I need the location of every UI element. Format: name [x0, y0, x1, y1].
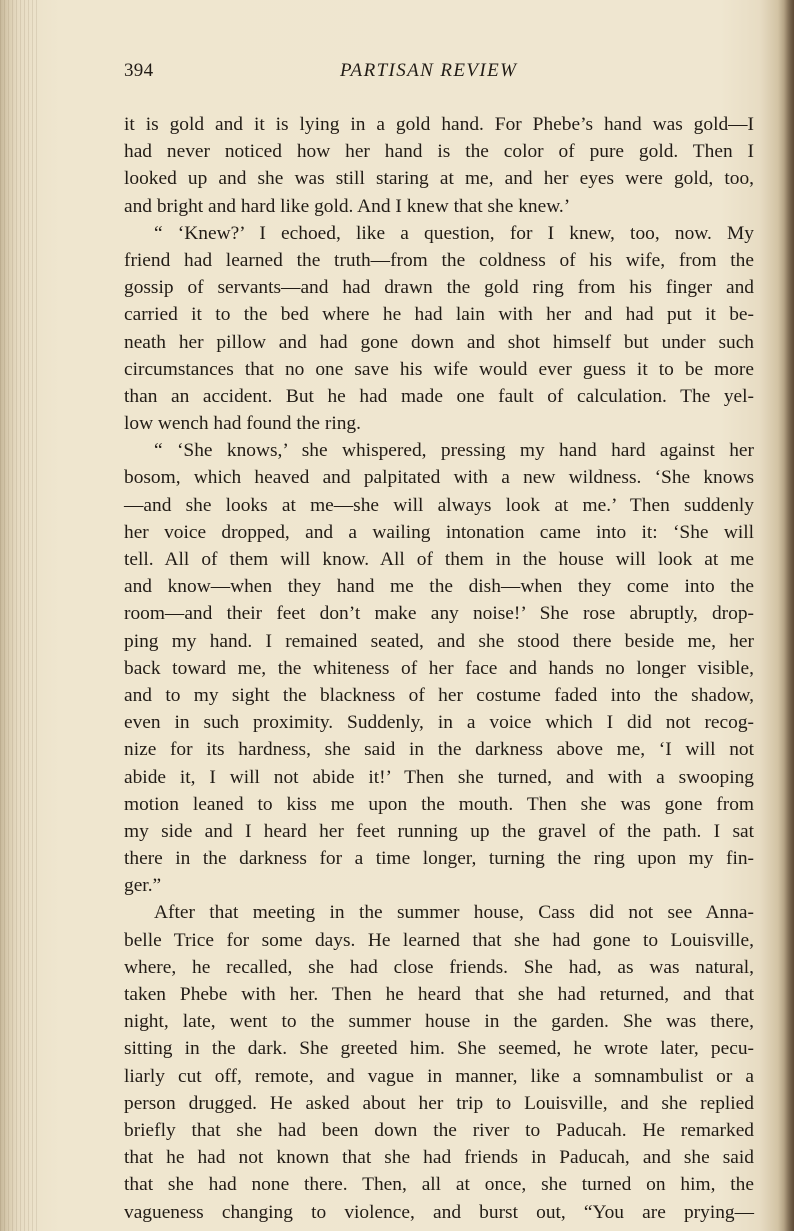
text-line: even in such proximity. Suddenly, in a voice which I did not recog-: [124, 712, 754, 734]
text-line: than an accident. But he had made one fault of calculation. The yel-: [124, 385, 754, 407]
text-line: her voice dropped, and a wailing intonation came into it: ‘She will: [124, 521, 754, 543]
text-line: it is gold and it is lying in a gold hand. For Phebe’s hand was gold—I: [124, 114, 754, 135]
text-line: there in the darkness for a time longer, turning the ring upon my fin-: [124, 848, 754, 870]
text-line: ping my hand. I remained seated, and she stood there beside me, her: [124, 630, 754, 652]
text-line: briefly that she had been down the river to Paducah. He remarked: [124, 1119, 754, 1141]
page-edge-shadow: [784, 0, 794, 1231]
text-line: tell. All of them will know. All of them in the house will look at me: [124, 549, 754, 570]
body-text: [124, 111, 754, 1226]
page-header: [124, 60, 754, 90]
text-line: where, he recalled, she had close friends. She had, as was natural,: [124, 956, 754, 978]
text-line: nize for its hardness, she said in the darkness above me, ‘I will not: [124, 739, 754, 761]
text-line: circumstances that no one save his wife would ever guess it to be more: [124, 358, 754, 380]
text-line: and to my sight the blackness of her costume faded into the shadow,: [124, 684, 754, 706]
text-line: and know—when they hand me the dish—when they come into the: [124, 576, 754, 598]
running-head: PARTISAN REVIEW: [340, 60, 518, 81]
text-line: neath her pillow and had gone down and shot himself but under such: [124, 331, 754, 353]
page-number: 394: [124, 60, 154, 81]
text-line: gossip of servants—and had drawn the gold ring from his finger and: [124, 277, 754, 299]
text-line: and bright and hard like gold. And I knew that she knew.’: [124, 195, 571, 217]
text-line: ger.”: [124, 875, 162, 897]
page-gutter: [0, 0, 40, 1231]
text-line: taken Phebe with her. Then he heard that she had returned, and that: [124, 984, 754, 1005]
text-line: sitting in the dark. She greeted him. She seemed, he wrote later, pecu-: [124, 1038, 754, 1060]
text-line: had never noticed how her hand is the color of pure gold. Then I: [124, 141, 754, 163]
text-line: bosom, which heaved and palpitated with a new wildness. ‘She knows: [124, 467, 754, 489]
text-line: motion leaned to kiss me upon the mouth. Then she was gone from: [124, 793, 754, 815]
text-line: room—and their feet don’t make any noise!’ She rose abruptly, drop-: [124, 603, 754, 625]
text-line: my side and I heard her feet running up the gravel of the path. I sat: [124, 820, 754, 842]
text-line: back toward me, the whiteness of her face and hands no longer visible,: [124, 657, 754, 679]
text-line: vagueness changing to violence, and burst out, “You are prying—: [124, 1201, 754, 1223]
text-line: liarly cut off, remote, and vague in manner, like a somnambulist or a: [124, 1065, 754, 1087]
text-line: “ ‘Knew?’ I echoed, like a question, for I knew, too, now. My: [154, 222, 754, 244]
text-line: person drugged. He asked about her trip to Louisville, and she replied: [124, 1092, 754, 1114]
text-line: friend had learned the truth—from the coldness of his wife, from the: [124, 249, 754, 271]
text-line: —and she looks at me—she will always look at me.’ Then suddenly: [124, 494, 754, 516]
text-line: low wench had found the ring.: [124, 413, 361, 435]
text-line: After that meeting in the summer house, Cass did not see Anna-: [154, 902, 754, 924]
text-line: that he had not known that she had friends in Paducah, and she said: [124, 1147, 754, 1169]
text-line: looked up and she was still staring at me, and her eyes were gold, too,: [124, 168, 754, 190]
text-line: “ ‘She knows,’ she whispered, pressing my hand hard against her: [154, 440, 754, 462]
text-line: abide it, I will not abide it!’ Then she turned, and with a swooping: [124, 766, 754, 788]
text-line: belle Trice for some days. He learned that she had gone to Louisville,: [124, 929, 754, 951]
text-line: night, late, went to the summer house in the garden. She was there,: [124, 1011, 754, 1033]
text-line: that she had none there. Then, all at once, she turned on him, the: [124, 1174, 754, 1196]
text-line: carried it to the bed where he had lain with her and had put it be-: [124, 304, 754, 326]
